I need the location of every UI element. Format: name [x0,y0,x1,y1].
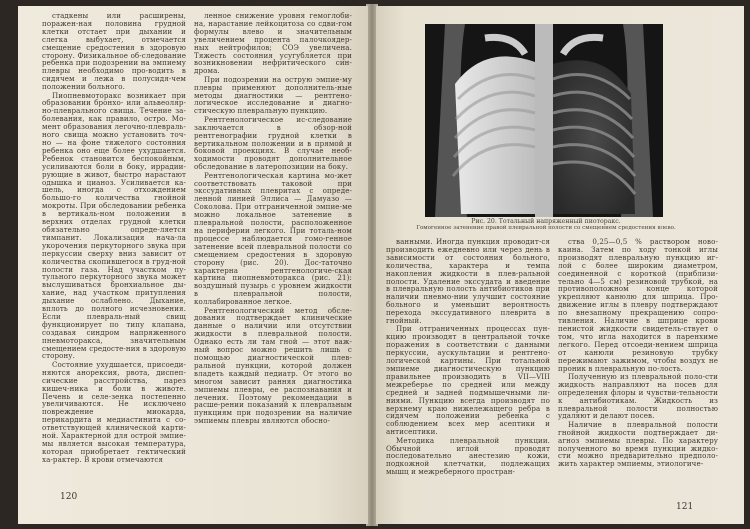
paragraph: Рентгенологическая картина мо-жет соответствовать таковой при экссудативных плевритах с опреде-ленной линией Эллиса — Дамуазо — Соколова. При отграниченной эмпие-ме можно локальное затенение в плевральной полости, расположенное на периферии легкого. При тоталь-ном процессе наблюдается гомо-генное затенение всей плевральной полости со смещением средостения в здоровую сторону (рис. 20). Дос-таточно характерна рентгенологиче-ская картина пиопневмоторакса (рис. 21): воздушный пузырь с уровнем жидкости в плевральной полости, коллабированное легкое. [194,170,352,307]
right-page-column-1 [386,238,550,518]
page-number-left: 120 [60,492,78,502]
paragraph: ванными. Иногда пункция проводит-ся производить ежедневно или через день в зависимости от состояния больного, количества, характера и темпа накопления жидкости в плев-ральной полости. Удаление экссудата и введение в плевральную полость антибиотиков при наличии пневмо-нии улучшит состояние больного и уменьшит вероятность перехода экссудативного плеврита в гнойный. [386,238,550,326]
figure-title: Рис. 20. Тотальный напряженный пиоторакс. [471,218,621,225]
page-number-right: 121 [676,502,694,512]
left-page [18,6,368,524]
paragraph: ства 0,25—0,5 % раствором ново-каина. Затем по ходу тонкой иглы производят плевральную пункцию иг-лой с более широким диаметром, соединенной с короткой (приблизи-тельно 4—5 см) резиновой трубкой, на противоположном конце которой укрепляют канюлю для шприца. Про-движение иглы в плевру подтверждают по внезапному прекращению сопро-тивления. Наличие в шприце крови пенистой жидкости свидетель-ствует о том, что игла находится в паренхиме легкого. Перед отсоеди-нением шприца от канюли резиновую трубку пережимают зажимом, чтобы воздух не проник в плевральную по-лость. [558,238,718,373]
right-page-column-2 [558,238,718,496]
paragraph: стадкены или расширены, поражен-ная половина грудной клетки отстает при дыхании и слегка выбухает, отмечается смещение средостения в здоровую сторону. Физикальное об-следование ребенка при подозрении на эмпиему плевры необходимо про-водить в сидячем и лежа в полусидя-чем положении больного. [42,12,186,92]
figure-caption [411,218,681,233]
paragraph: Состояние ухудшается, присоеди-няются анорексия, рвота, диспеп-сические расстройства, парез кишеч-ника и боли в животе. Печень и селе-зенка постепенно увеличиваются. Не исключено повреждение миокарда, перикардита и медиастинита с со-ответствующей клинической карти-ной. Характерной для острой эмпие-мы является высокая температура, которая приобретает гектический ха-рактер. В крови отмечаются [42,359,186,464]
chest-xray-figure [425,24,663,217]
paragraph: При отграниченных процессах пун-кцию производят в центральной точке поражения в соответствии с данными перкуссии, аускультации и рентгено-логической картины. При тотальной эмпиеме диагностическую пункцию правильнее производить в VII—VIII межреберье по средней или между средней и задней подмышечными ли-ниями. Пункцию всегда производят по верхнему краю нижележащего ребра в сидячем положении ребенка с соблюдением всех мер асептики и антисептики. [386,324,550,437]
right-page [376,6,744,524]
paragraph: ленное снижение уровня гемоглоби-на, нарастание лейкоцитоза со сдви-гом формулы влево и значительным увеличением процента палочкоядер-ных нейтрофилов; СОЭ увеличена. Тяжесть состояния усугубляется при возникновении нефритического син-дрома. [194,12,352,76]
left-page-column-1 [42,12,186,500]
paragraph: Наличие в плевральной полости гнойной жидкости подтверждает ди-агноз эмпиемы плевры. По характеру полученного во время пункции жидко-сти можно предварительно предполо-жить характер эмпиемы, этиологиче- [558,419,718,469]
left-page-column-2 [194,12,352,512]
paragraph: Пиопневмоторакс возникает при образовании бронхо- или альвеоляр-но-плеврального свища. Течение за-болевания, как правило, остро. Мо-мент образования легочно-плевраль-ного свища можно установить точ-но — на фоне тяжелого состояния ребенка оно еще более ухудшается. Ребенок становится беспокойным, усиливаются боли в боку, иррадии-рующие в живот, быстро нарастают одышка и цианоз. Усиливается ка-шель, иногда с отхождением большо-го количества гнойной мокроты. При обследовании ребенка в вертикаль-ном положении в верхних отделах грудной клетки обязательно опреде-ляется тимпанит. Локализация нача-ла укорочения перкуторного звука при перкуссии сверху вниз зависит от количества скопившегося в груд-ной полости газа. Над участком пу-тульного перкуторного звука может выслушиваться бронхиальное ды-хание, над участком притупления дыхание ослаблено. Дыхание, вплоть до полного исчезновения. Если плевраль-ный свищ функционирует по типу клапана, создавая синдром напряженного пневмоторакса, значительным смещением средосте-ния в здоровую сторону. [42,90,186,361]
paragraph: Рентгенологический метод обсле-дования подтверждает клинические данные о наличии или отсутствии жидкости в плевральной полости. Однако есть ли там гной — этот важ-ный вопрос можно решить лишь с помощью диагностической плев-ральной пункции, которой должен владеть каждый педиатр. От этого во многом зависит ранняя диагностика эмпиемы плевры, ее распознавания и лечения. Поэтому рекомендации в расше-рении показаний к плевральным пункциям при подозрении на наличие эмпиемы плевры являются обосно- [194,305,352,426]
figure-subtitle: Гомогенное затенение правой плевральной полости со смещением средостения влево. [416,225,676,232]
xray-image [425,24,663,217]
paragraph: При подозрении на острую эмпие-му плевры применяют дополнитель-ные методы диагностики — рентгено-логическое исследование и диагно-стическую плевральную пункцию. [194,74,352,116]
paragraph: Полученную из плевральной поло-сти жидкость направляют на посев для определения флоры и чувстви-тельности к антибиотикам. Жидкость из плевральной полости полностью удаляют и делают посев. [558,371,718,421]
paragraph: Методика плевральной пункции. Обычной иглой проводят последовательно анестезию кожи, подкожной клетчатки, подлежащих мышц и межреберного простран- [386,435,550,477]
paragraph: Рентгенологическое ис-следование заключается в обзор-ной рентгенографии грудной клетки в вертикальном положении и в прямой и боковой проекциях. В случае необ-ходимости проводят дополнительное обследование в латеропозиции на боку. [194,114,352,172]
